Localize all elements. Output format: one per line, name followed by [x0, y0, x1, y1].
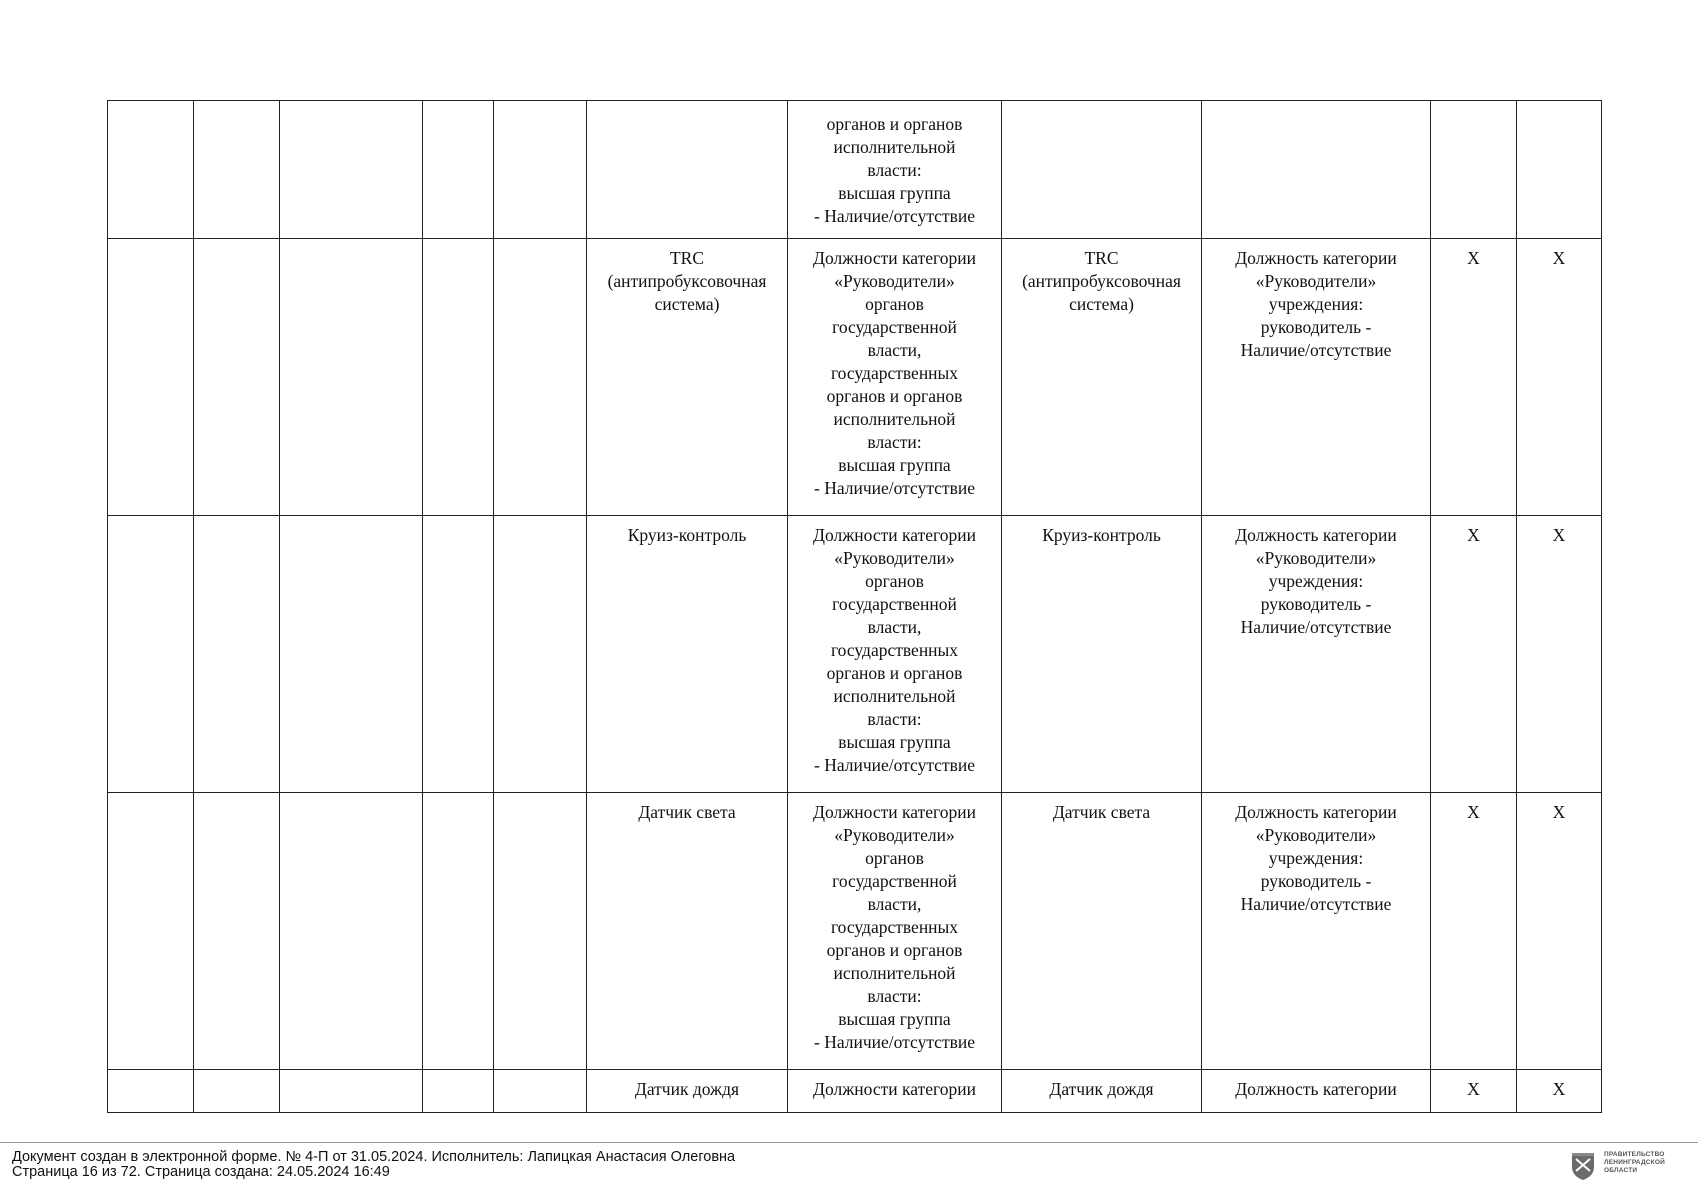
table-cell [1202, 101, 1431, 239]
x-mark-cell: X [1431, 516, 1517, 793]
position-category-cell: Должность категории [1202, 1070, 1431, 1113]
table-cell [280, 516, 423, 793]
logo-text: ПРАВИТЕЛЬСТВО ЛЕНИНГРАДСКОЙ ОБЛАСТИ [1604, 1151, 1665, 1174]
table-row [108, 101, 1602, 239]
position-category-cell: Должность категории «Руководители» учреждения: руководитель - Наличие/отсутствие [1202, 793, 1431, 1070]
government-logo [1570, 1151, 1690, 1181]
table-cell [280, 101, 423, 239]
table-cell [108, 793, 194, 1070]
x-mark-cell: X [1431, 239, 1517, 516]
table-cell [494, 239, 587, 516]
x-mark-cell: X [1431, 1070, 1517, 1113]
table-cell [108, 1070, 194, 1113]
table-cell [194, 239, 280, 516]
table-cell [194, 516, 280, 793]
position-category-cell: Должность категории «Руководители» учреждения: руководитель - Наличие/отсутствие [1202, 516, 1431, 793]
position-category-cell: Должности категории [788, 1070, 1002, 1113]
feature-name-cell: Круиз-контроль [587, 516, 788, 793]
table-row [108, 516, 1602, 793]
feature-name-cell: TRC (антипробуксовочная система) [587, 239, 788, 516]
table-cell [494, 793, 587, 1070]
table-cell [1517, 101, 1602, 239]
table-cell [423, 239, 494, 516]
table-cell [494, 1070, 587, 1113]
table-cell [1431, 101, 1517, 239]
x-mark-cell: X [1517, 1070, 1602, 1113]
footer-divider [0, 1142, 1698, 1143]
table-cell [423, 1070, 494, 1113]
table-cell [1002, 101, 1202, 239]
table-row [108, 793, 1602, 1070]
table-cell [494, 516, 587, 793]
table-cell [108, 516, 194, 793]
table-cell [423, 516, 494, 793]
footer-page-info: Страница 16 из 72. Страница создана: 24.05.2024 16:49 [12, 1164, 390, 1180]
table-cell [280, 1070, 423, 1113]
coat-of-arms-icon [1570, 1151, 1596, 1181]
feature-name-cell: Круиз-контроль [1002, 516, 1202, 793]
document-footer [12, 1150, 735, 1180]
table-cell [587, 101, 788, 239]
table-cell [108, 101, 194, 239]
feature-name-cell: Датчик света [1002, 793, 1202, 1070]
table-cell [108, 239, 194, 516]
position-category-cell: Должности категории «Руководители» органов государственной власти, государственных органов и органов исполнительной власти: высшая группа - Наличие/отсутствие [788, 239, 1002, 516]
table-cell [194, 1070, 280, 1113]
feature-name-cell: TRC (антипробуксовочная система) [1002, 239, 1202, 516]
table-cell: органов и органов исполнительной власти: высшая группа - Наличие/отсутствие [788, 101, 1002, 239]
x-mark-cell: X [1517, 793, 1602, 1070]
table-row [108, 1070, 1602, 1113]
position-category-cell: Должности категории «Руководители» органов государственной власти, государственных органов и органов исполнительной власти: высшая группа - Наличие/отсутствие [788, 516, 1002, 793]
table-row [108, 239, 1602, 516]
document-table [107, 100, 1602, 1113]
x-mark-cell: X [1431, 793, 1517, 1070]
table-cell [423, 101, 494, 239]
table-cell [423, 793, 494, 1070]
position-category-cell: Должность категории «Руководители» учреждения: руководитель - Наличие/отсутствие [1202, 239, 1431, 516]
x-mark-cell: X [1517, 516, 1602, 793]
feature-name-cell: Датчик дождя [587, 1070, 788, 1113]
table-cell [280, 793, 423, 1070]
table-cell [280, 239, 423, 516]
table-cell [194, 793, 280, 1070]
table-cell [194, 101, 280, 239]
position-category-cell: Должности категории «Руководители» органов государственной власти, государственных органов и органов исполнительной власти: высшая группа - Наличие/отсутствие [788, 793, 1002, 1070]
table-cell [494, 101, 587, 239]
x-mark-cell: X [1517, 239, 1602, 516]
feature-name-cell: Датчик света [587, 793, 788, 1070]
footer-document-info: Документ создан в электронной форме. № 4-П от 31.05.2024. Исполнитель: Лапицкая Анастасия Олеговна [12, 1149, 736, 1165]
feature-name-cell: Датчик дождя [1002, 1070, 1202, 1113]
